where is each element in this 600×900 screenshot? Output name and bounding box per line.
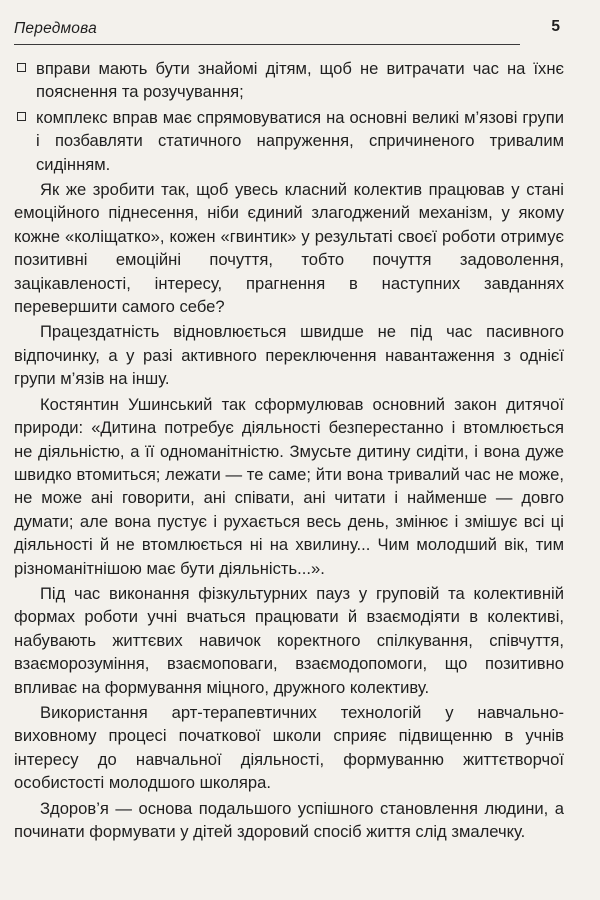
running-header [14, 18, 560, 45]
paragraph: Використання арт-терапевтичних технологій у навчально-виховному процесі початкової школи сприяє підвищенню в учнів інтересу до навчальної діяльності, формуванню життєтворчої особистості молодшого школяра. [14, 702, 564, 793]
checkbox-square-icon [17, 63, 26, 72]
checkbox-square-icon [17, 112, 26, 121]
body-text [14, 57, 564, 843]
list-item [14, 57, 564, 104]
section-title: Передмова [14, 20, 97, 37]
list-item [14, 106, 564, 176]
list-item-text: вправи мають бути знайомі дітям, щоб не витрачати час на їхнє пояснення та розучування; [36, 59, 564, 102]
list-item-text: комплекс вправ має спрямовуватися на основні великі м’язові групи і позбавляти статичного напруження, спричиненого тривалим сидінням. [36, 107, 564, 174]
paragraph: Під час виконання фізкультурних пауз у груповій та колективній формах роботи учні вчаться працювати й взаємодіяти в колективі, набувають життєвих навичок коректного спілкування, співчуття, взаєморозуміння, взаємоповаги, взаємодопомоги, що позитивно впливає на формування міцного, дружного колективу. [14, 583, 564, 697]
paragraph: Працездатність відновлюється швидше не під час пасивного відпочинку, а у разі активного переключення навантаження з однієї групи м’язів на іншу. [14, 322, 564, 389]
paragraph: Як же зробити так, щоб увесь класний колектив працював у стані емоційного піднесення, ніби єдиний злагоджений механізм, у якому кожне «коліщатко», кожен «гвинтик» у результаті своєї роботи отримує позитивні емоційні почуття, тобто почуття задоволення, зацікавленості, інтересу, прагнення в наступних завданнях перевершити самого себе? [14, 180, 564, 317]
page-number: 5 [551, 18, 560, 35]
paragraph: Здоров’я — основа подальшого успішного становлення людини, а починати формувати у дітей здоровий спосіб життя слід змалечку. [14, 798, 564, 841]
paragraph: Костянтин Ушинський так сформулював основний закон дитячої природи: «Дитина потребує діяльності безперестанно і втомлюється не діяльністю, а її одноманітністю. Змусьте дитину сидіти, і вона дуже швидко втомиться; лежати — те саме; йти вона тривалий час не може, не може ані говорити, ані співати, ані читати і найменше — довго думати; але вона пустує і рухається весь день, змінює і змішує всі ці діяльності й не втомлюється ні на хвилину... Чим молодший вік, тим різноманітнішою має бути діяльність...». [14, 394, 564, 578]
